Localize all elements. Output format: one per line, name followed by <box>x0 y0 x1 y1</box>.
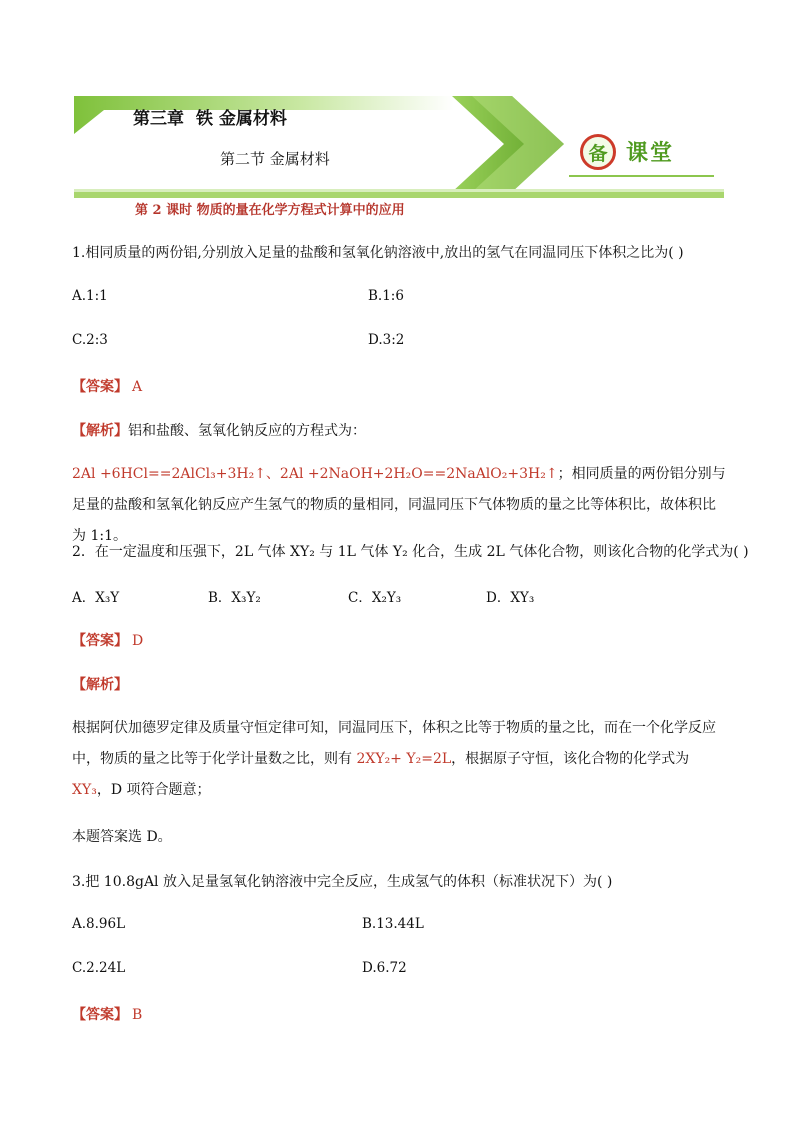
answer-value: D <box>132 633 144 649</box>
q3-option-b: B.13.44L <box>362 916 424 932</box>
answer-label: 【答案】 <box>72 1007 128 1023</box>
q1-analysis-heading <box>72 420 366 440</box>
logo-badge: 备 <box>580 134 616 170</box>
q1-option-a: A.1:1 <box>72 288 108 304</box>
analysis-label: 【解析】 <box>72 423 128 439</box>
q3-option-c: C.2.24L <box>72 960 126 976</box>
q2-analysis-p2: ，根据原子守恒，该化合物的化学式为 <box>451 751 690 767</box>
answer-label: 【答案】 <box>72 379 128 395</box>
q2-answer <box>72 630 143 650</box>
q1-analysis-body <box>72 459 727 552</box>
chapter-number: 第三章 <box>133 109 184 129</box>
q1-option-b: B.1:6 <box>368 288 404 304</box>
section-title: 第二节 金属材料 <box>220 150 330 168</box>
lesson-title: 第 2 课时 物质的量在化学方程式计算中的应用 <box>135 203 405 218</box>
q2-option-b: B．X₃Y₂ <box>208 590 261 606</box>
q3-stem: 3.把 10.8gAl 放入足量氢氧化钠溶液中完全反应，生成氢气的体积（标准状况下）为( ) <box>72 874 613 890</box>
q1-analysis-text: ；相同质量的两份铝分别与足量的盐酸和氢氧化钠反应产生氢气的物质的量相同，同温同压下气体物质的量之比等体积比，故体积比为 1:1。 <box>72 466 726 544</box>
logo-text: 课堂 <box>626 141 675 166</box>
q1-stem: 1.相同质量的两份铝,分别放入足量的盐酸和氢氧化钠溶液中,放出的氢气在同温同压下体积之比为( ) <box>72 245 684 261</box>
answer-label: 【答案】 <box>72 633 128 649</box>
q1-answer <box>72 376 142 396</box>
q3-option-d: D.6.72 <box>362 960 407 976</box>
q1-equations: 2Al +6HCl==2AlCl₃+3H₂↑、2Al +2NaOH+2H₂O==2NaAlO₂+3H₂↑ <box>72 466 558 482</box>
q2-analysis-heading <box>72 674 128 694</box>
q3-option-a: A.8.96L <box>72 916 126 932</box>
q2-option-c: C．X₂Y₃ <box>348 590 402 606</box>
q1-option-c: C.2:3 <box>72 332 108 348</box>
answer-value: B <box>132 1007 143 1023</box>
q2-analysis-p1: 根据阿伏加德罗定律及质量守恒定律可知，同温同压下，体积之比等于物质的量之比，而在一个化学反应中，物质的量之比等于化学计量数之比，则有 <box>72 720 716 767</box>
q3-answer <box>72 1004 142 1024</box>
answer-value: A <box>132 379 143 395</box>
chapter-name: 铁 金属材料 <box>196 109 287 129</box>
q2-stem: 2．在一定温度和压强下，2L 气体 XY₂ 与 1L 气体 Y₂ 化合，生成 2L 气体化合物，则该化合物的化学式为( ) <box>72 544 749 560</box>
q2-formula: XY₃ <box>72 782 97 798</box>
analysis-label: 【解析】 <box>72 677 128 693</box>
q2-option-d: D．XY₃ <box>486 590 535 606</box>
q2-option-a: A．X₃Y <box>72 590 120 606</box>
q2-analysis-body <box>72 713 727 806</box>
chapter-title <box>133 104 299 129</box>
q1-option-d: D.3:2 <box>368 332 405 348</box>
q2-equation: 2XY₂+ Y₂=2L <box>356 751 452 767</box>
analysis-intro: 铝和盐酸、氢氧化钠反应的方程式为： <box>128 423 366 439</box>
q2-analysis-p3: ，D 项符合题意； <box>96 782 211 798</box>
q2-conclusion: 本题答案选 D。 <box>72 829 172 845</box>
